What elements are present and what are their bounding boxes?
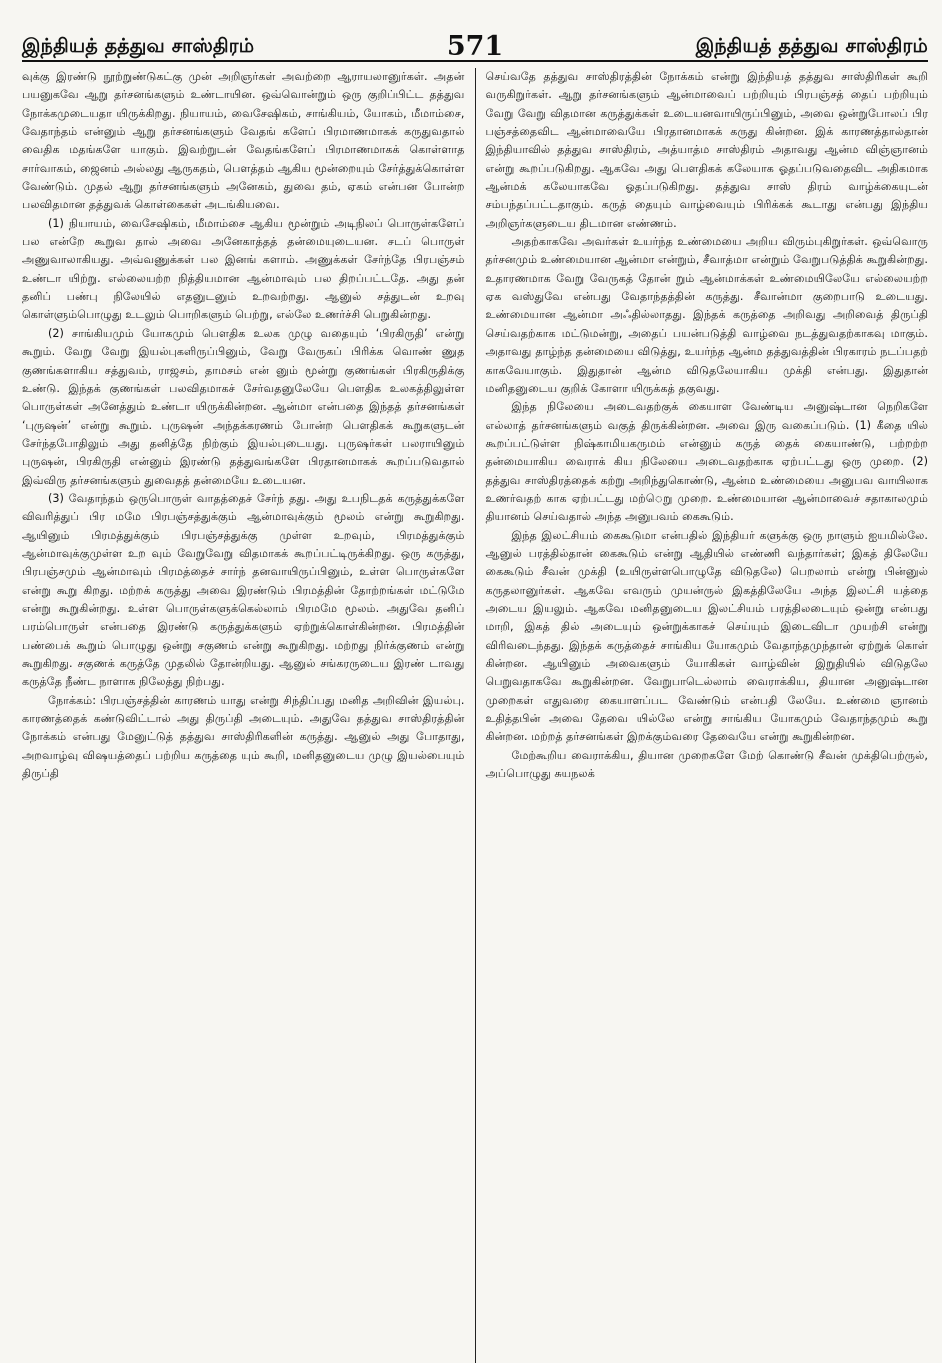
page-number: 571 [446, 31, 504, 62]
left-column [22, 68, 475, 1363]
paragraph: மேற்கூறிய வைராக்கிய, தியான முறைகளே மேற் கொண்டு சீவன் முக்திபெற்ருல், அப்பொழுது சுயநலக் [485, 748, 928, 781]
right-column [476, 68, 929, 1363]
running-head-left: இந்தியத் தத்துவ சாஸ்திரம் [22, 35, 255, 57]
paragraph: வுக்கு இரண்டு நூற்றுண்டுகட்கு முன் அறிஞர்கள் அவற்றை ஆராயலானுர்கள். அதன் பயனுகவே ஆறு தர்சனங்களும் உண்டாயின. ஒவ்வொன்றும் ஒரு குறிப்பிட்ட தத்துவ நோக்கமுடையதா யிருக்கிறது. நியாயம், வைசேஷிகம், சாங்கியம், யோகம், மீமாம்சை, வேதாந்தம் என்னும் ஆறு தர்சனங்களும் வேதங் களேப் பிரமாணமாகக் கருதுவதால் வைதிக மதங்களே யாகும். இவற்றுடன் வேதங்களேப் பிரமாணமாகக் கொள்ளாத சார்வாகம், ஜைனம் அல்லது ஆருகதம், பௌத்தம் ஆகிய மூன்றையும் சேர்த்துக்கொள்ள வேண்டும். முதல் ஆறு தர்சனங்களும் அனேகம், துவை தம், ஏகம் என்பன போன்ற பலவிதமான தத்துவக் கொள்கைகள் அடங்கியவை. [22, 70, 465, 212]
paragraph: இந்த நிலேயை அடைவதற்குக் கையாள வேண்டிய அனுஷ்டான நெறிகளே எல்லாத் தர்சனங்களும் வகுத் திருக்கின்றன. அவை இரு வகைப்படும். (1) கீதை யில் கூறப்பட்டுள்ள நிஷ்காமியகருமம் என்னும் கருத் தைக் கையாண்டு, பற்றற்ற தன்மையாகிய வைராக் கிய நிலேயை அடைவதற்காக ஏற்பட்டது ஒரு முறை. (2) தத்துவ சாஸ்திரத்தைக் கற்று அறிந்துகொண்டு, ஆன்ம உண்மையை அனுபவ வாயிலாக உணர்வதற் காக ஏற்பட்டது மற்ெறு முறை. உண்மையான ஆன்மாவைச் சதாகாலமும் தியானம் செய்வதால் அந்த அனுபவம் கைகூடும். [485, 400, 928, 524]
paragraph: அதற்காகவே அவர்கள் உயர்ந்த உண்மையை அறிய விரும்புகிறுர்கள். ஒவ்வொரு தர்சனமும் உண்மையான ஆன்மா என்றும், சீவாத்மா என்றும் வேறுபடுத்திக் கூறுகின்றது. உதாரணமாக வேறு வேருகத் தோன் றும் ஆன்மாக்கள் உண்மையிலேயே எல்லையற்ற ஏக வஸ்துவே என்பது வேதாந்தத்தின் கருத்து. சீவான்மா குறைபாடு உடையது. உண்மையான ஆன்மா அஃதில்லாதது. இந்தக் கருத்தை அறிவது அறிவைத் திருப்தி செய்வதற்காக மட்டுமன்று, அதைப் பயன்படுத்தி வாழ்வை நடத்துவதற்காகவு மாகும். அதாவது தாழ்ந்த தன்மையை விடுத்து, உயர்ந்த ஆன்ம தத்துவத்தின் பிரகாரம் நடப்பதற் காகவேயாகும். இதுதான் ஆன்ம விடுதலேயாகிய முக்தி என்பது. இதுதான் மனிதனுடைய குறிக் கோளா யிருக்கத் தகுவது. [485, 235, 928, 395]
paragraph: நோக்கம்: பிரபஞ்சத்தின் காரணம் யாது என்று சிந்திப்பது மனித அறிவின் இயல்பு. காரணத்தைக் கண்டுவிட்டால் அது திருப்தி அடையும். அதுவே தத்துவ சாஸ்திரத்தின் நோக்கம் என்பது மேனுட்டுத் தத்துவ சாஸ்திரிகளின் கருத்து. ஆனுல் அது போதாது, அறவாழ்வு விஷயத்தைப் பற்றிய கருத்தை யும் கூறி, மனிதனுடைய முழு இயல்பையும் திருப்தி [22, 693, 465, 781]
running-head-right: இந்தியத் தத்துவ சாஸ்திரம் [695, 35, 928, 57]
paragraph: (1) நியாயம், வைசேஷிகம், மீமாம்சை ஆகிய மூன்றும் அடிநிலப் பொருள்களேப் பல என்றே கூறுவ தால் அவை அனேகாத்தத் தன்மையுடையன. சடப் பொருள் அணுவாலாகியது. அவ்வணுக்கள் பல இனங் களாம். அணுக்கள் சேர்ந்தே பிரபஞ்சம் உண்டா யிற்று. எல்லையற்ற நித்தியமான ஆன்மாவும் பல திறப்பட்டதே. அது தன் தனிப் பண்பு நிலேயில் எதனுடனும் உறவற்றது. ஆனுல் சத்துடன் உறவு கொள்ளும்பொழுது உடலும் பொறிகளும் பெற்று, எல்லே உணர்ச்சி பெறுகின்றது. [22, 216, 465, 322]
two-column-body [22, 68, 928, 1363]
page-header [22, 14, 928, 62]
paragraph: (2) சாங்கியமும் யோகமும் பௌதிக உலக முழு வதையும் ‘பிரகிருதி’ என்று கூறும். வேறு வேறு இயல்புகளிருப்பினும், வேறு வேருகப் பிரிக்க வொண் ணுத குணங்களாகிய சத்துவம், ராஜசம், தாமசம் என் னும் மூன்று குணங்கள் பிரகிருதிக்கு உண்டு. இந்தக் குணங்கள் பலவிதமாகச் சேர்வதனுலேயே பௌதிக உலகத்திலுள்ள பொருள்கள் அனேத்தும் உண்டா யிருக்கின்றன. ஆன்மா என்பதை இந்தத் தர்சனங்கள் ‘புருஷன்’ என்று கூறும். புருஷன் அந்தக்கரணம் போன்ற பௌதிகக் கூறுகளுடன் சேர்ந்தபோதிலும் அது தனித்தே நிற்கும் இயல்புடையது. புருஷர்கள் பலராயினும் புருஷன், பிரகிருதி என்னும் இரண்டு தத்துவங்களே பிரதானமாகக் கூறப்படுவதால் இவ்விரு தர்சனங்களும் துவைதத் தன்மையே உடையன. [22, 326, 465, 487]
paragraph: (3) வேதாந்தம் ஒருபொருள் வாதத்தைச் சேர்ந் தது. அது உபநிடதக் கருத்துக்களே விவரித்துப் பிர மமே பிரபஞ்சத்துக்கும் ஆன்மாவுக்கும் மூலம் என்று கூறுகிறது. ஆயினும் பிரமத்துக்கும் பிரபஞ்சத்துக்கு முள்ள உறவும், பிரமத்துக்கும் ஆன்மாவுக்குமுள்ள உற வும் வேறுவேறு விதமாகக் கூறப்பட்டிருக்கிறது. ஒரு கருத்து, பிரபஞ்சமும் ஆன்மாவும் பிரமத்தைச் சார்ந் தனவாயிருப்பினும், உள்ள பொருள்களே என்று கூறு கிறது. மற்றக் கருத்து அவை இரண்டும் பிரமத்தின் தோற்றங்கள் மட்டுமே என்று கூறுகின்றது. உள்ள பொருள்களுக்கெல்லாம் பிரமமே மூலம். அதுவே தனிப் பரம்பொருள் என்பதை இரண்டு கருத்துக்களும் ஏற்றுக்கொள்கின்றன. பிரமத்தின் பண்பைக் கூறும் பொழுது ஒன்று சகுணம் என்று கூறுகிறது. மற்றது நிர்க்குணம் என்று கூறுகிறது. சகுணக் கருத்தே முதலில் தோன்றியது. ஆனுல் சங்கரருடைய இரண் டாவது கருத்தே நீண்ட நாளாக நிலேத்து நிற்பது. [22, 491, 465, 689]
paragraph: செய்வதே தத்துவ சாஸ்திரத்தின் நோக்கம் என்று இந்தியத் தத்துவ சாஸ்திரிகள் கூறி வருகிறுர்கள். ஆறு தர்சனங்களும் ஆன்மாவைப் பற்றியும் பிரபஞ்சத் தைப் பற்றியும் வேறு வேறு விதமான கருத்துக்கள் உடையனவாயிருப்பினும், அவை ஒன்றுபோலப் பிர பஞ்சத்தைவிட ஆன்மாவையே பிரதானமாகக் கருது கின்றன. இக் காரணத்தால்தான் இந்தியாவில் தத்துவ சாஸ்திரம், அத்யாத்ம சாஸ்திரம் அதாவது ஆன்ம விஞ்ஞானம் என்று கூறப்படுகிறது. ஆகவே அது பௌதிகக் கலேயாக ஓதப்படுவதைவிட அதிகமாக ஆன்மக் கலேயாகவே ஓதப்படுகிறது. தத்துவ சாஸ் திரம் வாழ்க்கையுடன் சம்பந்தப்பட்டதாகும். கருத் தையும் வாழ்வையும் பிரிக்கக் கூடாது என்பது இந்திய அறிஞர்களுடைய திடமான எண்ணம். [485, 70, 928, 230]
paragraph: இந்த இலட்சியம் கைகூடுமா என்பதில் இந்தியர் களுக்கு ஒரு நாளும் ஐயமில்லே. ஆனுல் பரத்தில்தான் கைகூடும் என்று ஆதியில் எண்ணி வந்தார்கள்; இகத் திலேயே கைகூடும் சீவன் முக்தி (உயிருள்ளபொழுதே விடுதலே) பெறலாம் என்று பின்னுல் கருதலானுர்கள். ஆகவே எவரும் முயன்ருல் இகத்திலேயே அந்த இலட்சி யத்தை அடைய இயலும். ஆகவே மனிதனுடைய இலட்சியம் பரத்திலடையும் ஒன்று என்பது மாறி, இகத் தில் அடையும் ஒன்றுக்காகச் செய்யும் இடைவிடா முயற்சி என்று விரிவடைந்தது. இந்தக் கருத்தைச் சாங்கிய யோகமும் வேதாந்தமுந்தான் ஏற்றுக் கொள் கின்றன. ஆயினும் அவைகளும் யோகிகள் வாழ்வின் இறுதியில் விடுதலே பெறுவதாகவே கூறுகின்றன. வேறுபாடெல்லாம் வைராக்கிய, தியான அனுஷ்டான முறைகள் எதுவரை கையாளப்பட வேண்டும் என்பதி லேயே. உண்மை ஞானம் உதித்தபின் அவை தேவை யில்லே என்று சாங்கிய யோகமும் வேதாந்தமும் கூறு கின்றன. மற்றத் தர்சனங்கள் இறக்கும்வரை தேவையே என்று கூறுகின்றன. [485, 528, 928, 744]
